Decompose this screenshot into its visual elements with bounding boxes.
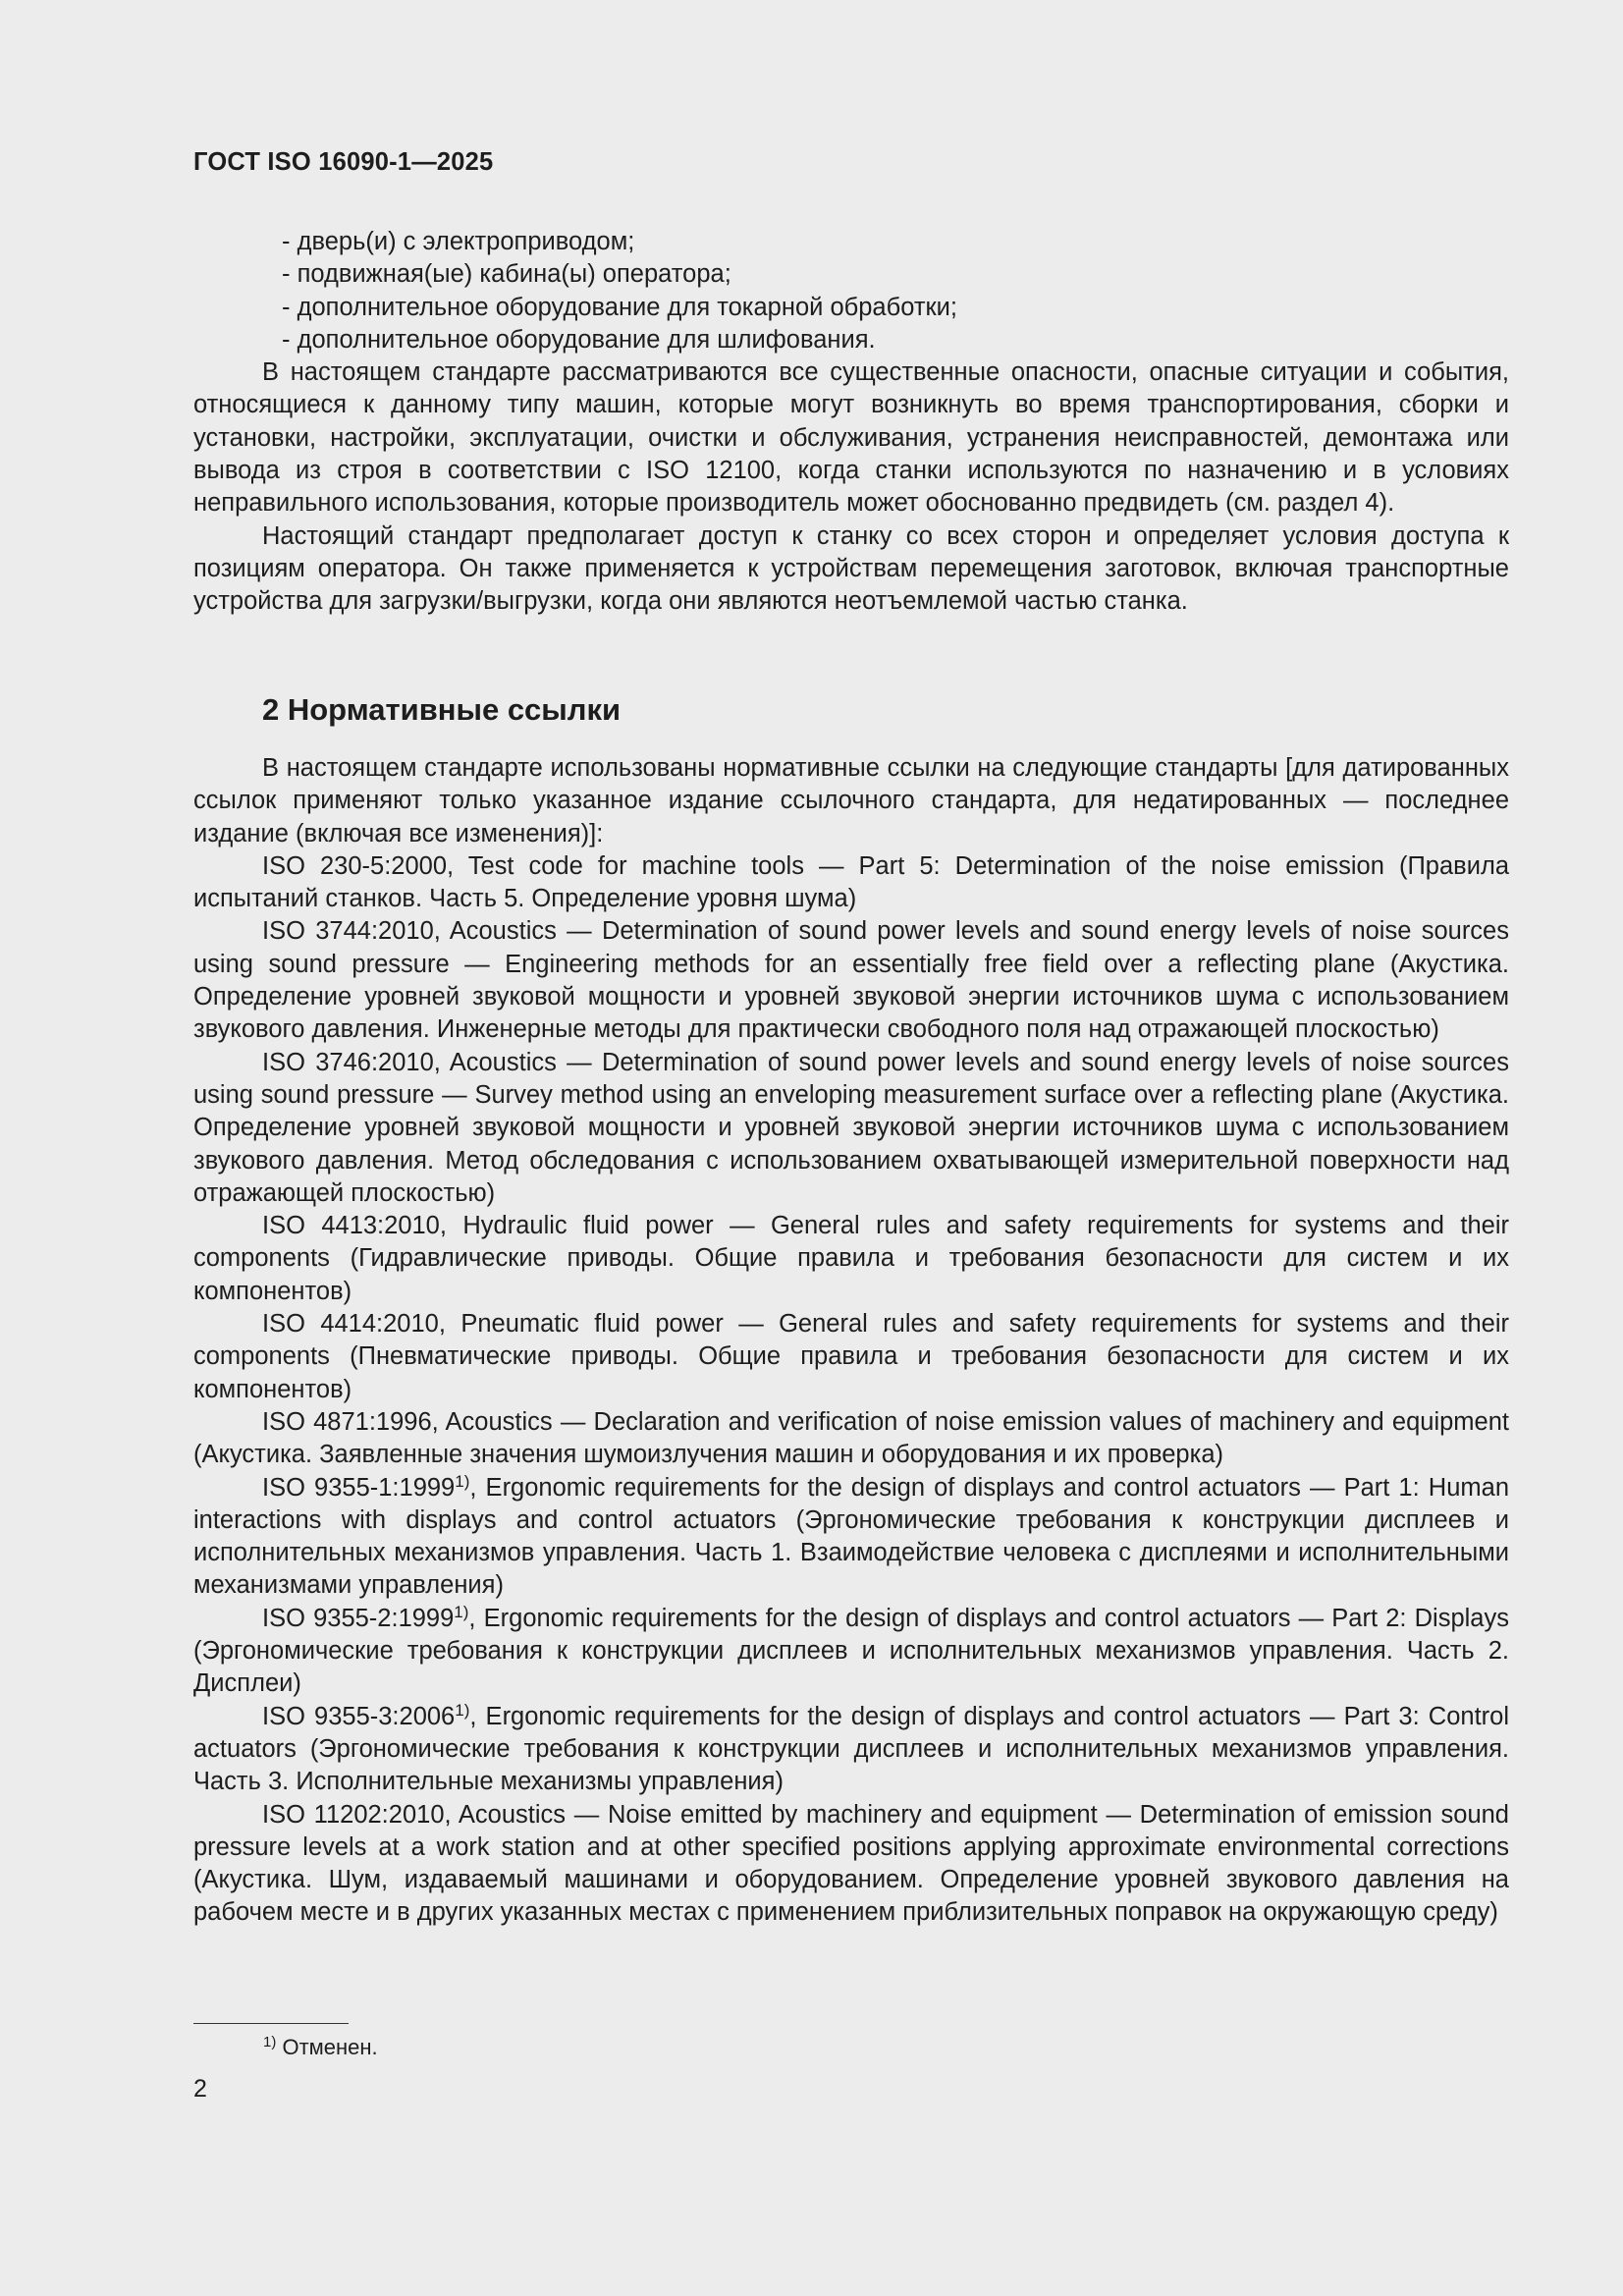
footnote-marker: 1) <box>455 1700 470 1720</box>
reference-text: , Acoustics — Determination of sound power levels and sound energy levels of noise sources using sound pressure — Survey method using an enveloping measurement surface over a reflecting plane (Акустика. Определение уровней звуковой мощности и уровней звуковой энергии источников шума с использованием звукового давления. Метод обследования с использованием охватывающей измерительной поверхности над отражающей плоскостью) <box>193 1048 1509 1207</box>
reference-text: , Test code for machine tools — Part 5: Determination of the noise emission (Правила испытаний станков. Часть 5. Определение уровня шума) <box>193 851 1510 913</box>
reference-item <box>193 850 1509 916</box>
list-item: - дополнительное оборудование для токарной обработки; <box>282 293 958 321</box>
reference-item <box>193 915 1509 1046</box>
footnote-divider <box>193 2023 349 2024</box>
reference-item <box>193 1308 1509 1406</box>
footnote-marker: 1) <box>454 1602 469 1621</box>
reference-item <box>193 1472 1509 1603</box>
reference-text: , Ergonomic requirements for the design of displays and control actuators — Part 3: Control actuators (Эргономические требования к конструкции дисплеев и исполнительных механизмов управления. Часть 3. Исполнительные механизмы управления) <box>193 1702 1510 1796</box>
reference-code: ISO 9355-1:1999 <box>262 1473 456 1502</box>
body-text <box>193 226 1509 619</box>
page-number: 2 <box>193 2075 207 2103</box>
reference-code: ISO 4871:1996 <box>262 1407 432 1436</box>
footnote <box>263 2033 378 2062</box>
section-title: 2 Нормативные ссылки <box>262 692 622 727</box>
document-header: ГОСТ ISO 16090-1—2025 <box>193 148 494 176</box>
reference-code: ISO 3746:2010 <box>262 1048 434 1076</box>
reference-text: , Hydraulic fluid power — General rules and safety requirements for systems and their components (Гидравлические приводы. Общие правила и требования безопасности для систем и их компонентов) <box>193 1212 1509 1305</box>
scope-paragraph: В настоящем стандарте рассматриваются все существенные опасности, опасные ситуации и события, относящиеся к данному типу машин, которые могут возникнуть во время транспортирования, сборки и установки, настройки, эксплуатации, очистки и обслуживания, устранения неисправностей, демонтажа или вывода из строя в соответствии с ISO 12100, когда станки используются по назначению и в условиях неправильного использования, которые производитель может обоснованно предвидеть (см. раздел 4). <box>193 358 1509 518</box>
reference-item <box>193 1210 1509 1308</box>
scope-paragraph: Настоящий стандарт предполагает доступ к станку со всех сторон и определяет условия доступа к позициям оператора. Он также применяется к устройствам перемещения заготовок, включая транспортные устройства для загрузки/выгрузки, когда они являются неотъемлемой частью станка. <box>193 521 1509 616</box>
reference-text: , Acoustics — Declaration and verification of noise emission values of machinery and equipment (Акустика. Заявленные значения шумоизлучения машин и оборудования и их проверка) <box>193 1407 1509 1469</box>
reference-text: , Pneumatic fluid power — General rules and safety requirements for systems and their components (Пневматические приводы. Общие правила и требования безопасности для систем и их компонентов) <box>193 1310 1509 1403</box>
reference-item <box>193 1603 1509 1701</box>
list-item: - дверь(и) с электроприводом; <box>282 228 635 255</box>
reference-code: ISO 9355-2:1999 <box>262 1604 455 1632</box>
reference-code: ISO 11202:2010 <box>262 1800 445 1829</box>
reference-text: , Acoustics — Noise emitted by machinery and equipment — Determination of emission sound pressure levels at a work station and at other specified positions applying approximate environmental corrections (Акустика. Шум, издаваемый машинами и оборудованием. Определение уровней звукового давления на рабочем месте и в других указанных местах с применением приблизительных поправок на окружающую среду) <box>193 1800 1509 1927</box>
reference-item <box>193 1406 1509 1472</box>
references-intro: В настоящем стандарте использованы нормативные ссылки на следующие стандарты [для датированных ссылок применяют только указанное издание ссылочного стандарта, для недатированных — последнее издание (включая все изменения)]: <box>193 754 1509 847</box>
reference-item <box>193 1799 1509 1930</box>
reference-code: ISO 9355-3:2006 <box>262 1702 456 1730</box>
reference-item <box>193 1047 1509 1210</box>
list-item: - дополнительное оборудование для шлифования. <box>282 325 876 354</box>
list-item: - подвижная(ые) кабина(ы) оператора; <box>282 260 731 289</box>
reference-text: , Acoustics — Determination of sound power levels and sound energy levels of noise sources using sound pressure — Engineering methods for an essentially free field over a reflecting plane (Акустика. Определение уровней звуковой мощности и уровней звуковой энергии источников шума с использованием звукового давления. Инженерные методы для практически свободного поля над отражающей плоскостью) <box>193 917 1509 1044</box>
reference-code: ISO 4413:2010 <box>262 1212 440 1240</box>
footnote-marker: 1) <box>263 2034 277 2050</box>
footnote-marker: 1) <box>455 1471 470 1491</box>
normative-references <box>193 752 1509 1930</box>
footnote-text: Отменен. <box>282 2035 378 2059</box>
reference-text: , Ergonomic requirements for the design of displays and control actuators — Part 2: Displays (Эргономические требования к конструкции дисплеев и исполнительных механизмов управления. Часть 2. Дисплеи) <box>193 1604 1509 1698</box>
reference-code: ISO 4414:2010 <box>262 1310 439 1339</box>
reference-code: ISO 3744:2010 <box>262 917 434 946</box>
reference-item <box>193 1701 1509 1799</box>
reference-text: , Ergonomic requirements for the design of displays and control actuators — Part 1: Human interactions with displays and control actuators (Эргономические требования к конструкции дисплеев и исполнительных механизмов управления. Часть 1. Взаимодействие человека с дисплеями и исполнительными механизмами управления) <box>193 1473 1510 1600</box>
reference-code: ISO 230-5:2000 <box>262 851 448 880</box>
